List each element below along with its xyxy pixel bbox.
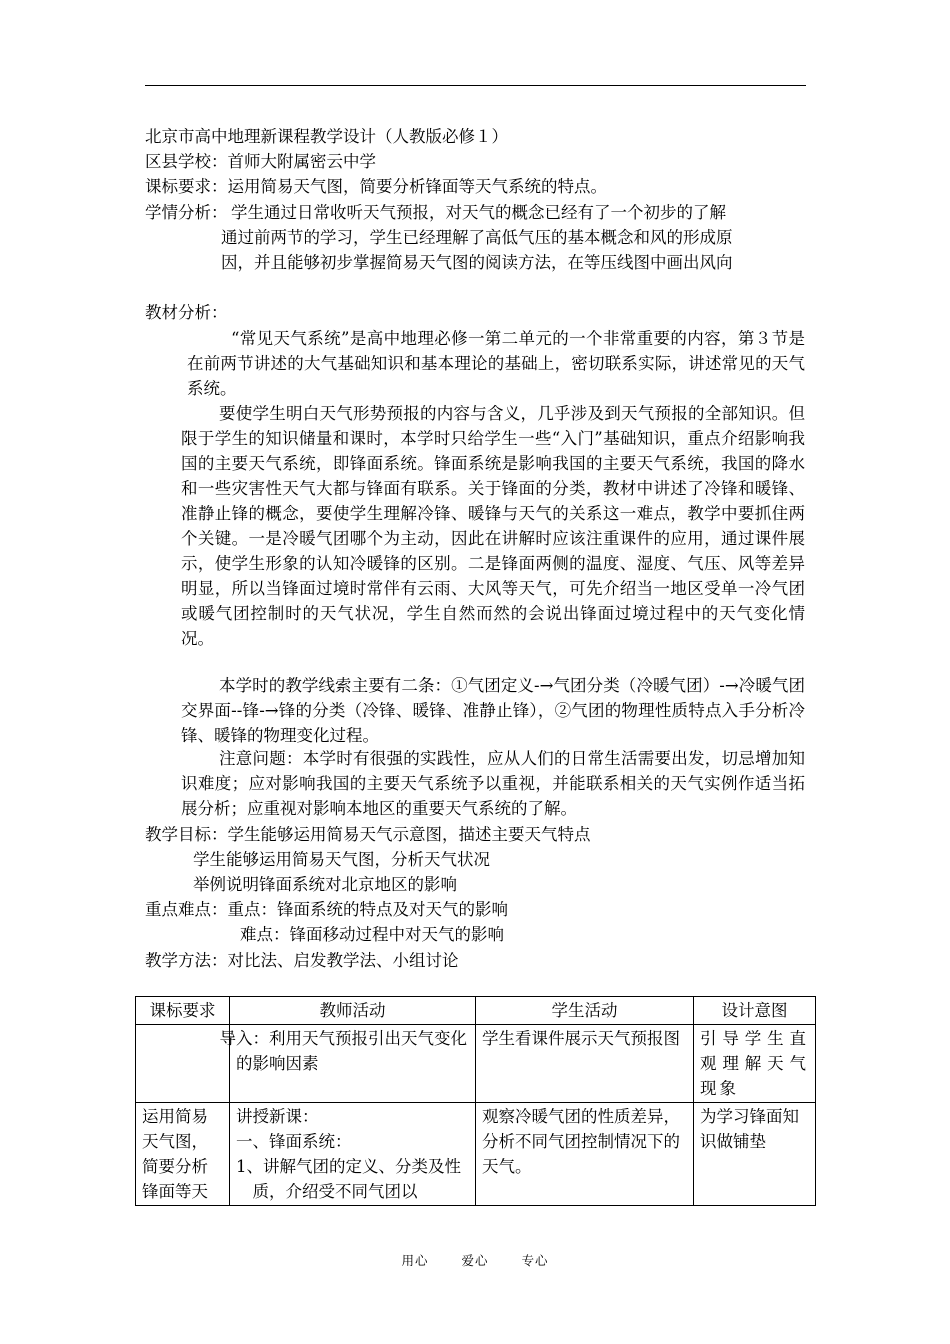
- material-heading: 教材分析：: [145, 303, 228, 322]
- header-rule: [145, 85, 806, 86]
- row1-standard-cell: [136, 1025, 230, 1103]
- footer-word-3: 专心: [521, 1253, 549, 1268]
- row2-teacher-line-1: 讲授新课：: [236, 1107, 319, 1126]
- learner-label: 学情分析：: [145, 203, 228, 222]
- row1-intent-cell: 引导学生直观理解天气现象: [694, 1025, 816, 1103]
- material-paragraph-2: [181, 401, 805, 651]
- goals-line-2: 学生能够运用简易天气图，分析天气状况: [193, 850, 490, 869]
- material-paragraph-4: [181, 746, 805, 821]
- material-paragraph-3: [181, 673, 805, 748]
- row1-student-cell: 学生看课件展示天气预报图: [476, 1025, 694, 1103]
- header-standard: 课标要求: [136, 997, 230, 1025]
- row1-teacher-cell: 导入：利用天气预报引出天气变化的影响因素: [230, 1025, 476, 1103]
- table-row: [136, 1103, 816, 1206]
- header-student: 学生活动: [476, 997, 694, 1025]
- material-p1-text: “常见天气系统”是高中地理必修一第二单元的一个非常重要的内容，第３节是在前两节讲述的大气基础知识和基本理论的基础上，密切联系实际，讲述常见的天气系统。: [187, 329, 805, 398]
- material-p4-text: 注意问题：本学时有很强的实践性，应从人们的日常生活需要出发，切忌增加知识难度；应对影响我国的主要天气系统予以重视，并能联系相关的天气实例作适当拓展分析；应重视对影响本地区的重要天气系统的了解。: [181, 749, 805, 818]
- keypoints-line-1: 重点难点：重点：锋面系统的特点及对天气的影响: [145, 900, 508, 919]
- row2-intent-cell: 为学习锋面知识做铺垫: [694, 1103, 816, 1206]
- material-paragraph-1: [187, 326, 805, 401]
- goals-line-3: 举例说明锋面系统对北京地区的影响: [193, 875, 457, 894]
- row2-teacher-cell: [230, 1103, 476, 1206]
- school-line: 区县学校：首师大附属密云中学: [145, 152, 376, 171]
- row2-standard-cell: 运用简易天气图，简要分析锋面等天: [136, 1103, 230, 1206]
- table-header-row: [136, 997, 816, 1025]
- header-intent: 设计意图: [694, 997, 816, 1025]
- goals-line-1: 教学目标：学生能够运用简易天气示意图，描述主要天气特点: [145, 825, 591, 844]
- page-footer: [0, 1251, 950, 1269]
- footer-word-1: 用心: [401, 1253, 429, 1268]
- method-line: 教学方法：对比法、启发教学法、小组讨论: [145, 951, 459, 970]
- document-title: 北京市高中地理新课程教学设计（人教版必修１）: [145, 127, 508, 146]
- row2-teacher-line-2: 一、锋面系统：: [236, 1132, 352, 1151]
- material-p3-text: 本学时的教学线索主要有二条：①气团定义-→气团分类（冷暖气团）-→冷暖气团交界面--锋-→锋的分类（冷锋、暖锋、准静止锋），②气团的物理性质特点入手分析冷锋、暖锋的物理变化过程。: [181, 676, 805, 745]
- keypoints-line-2: 难点：锋面移动过程中对天气的影响: [240, 925, 504, 944]
- row2-teacher-line-3: 1、讲解气团的定义、分类及性质，介绍受不同气团以: [236, 1157, 461, 1201]
- material-p2-text: 要使学生明白天气形势预报的内容与含义，几乎涉及到天气预报的全部知识。但限于学生的知识储量和课时，本学时只给学生一些“入门”基础知识，重点介绍影响我国的主要天气系统，即锋面系统。锋面系统是影响我国的主要天气系统，我国的降水和一些灾害性天气大都与锋面有联系。关于锋面的分类，教材中讲述了冷锋和暖锋、准静止锋的概念，要使学生理解冷锋、暖锋与天气的关系这一难点，教学中要抓住两个关键。一是冷暖气团哪个为主动，因此在讲解时应该注重课件的应用，通过课件展示，使学生形象的认知冷暖锋的区别。二是锋面两侧的温度、湿度、气压、风等差异明显，所以当锋面过境时常伴有云雨、大风等天气，可先介绍当一地区受单一冷气团或暖气团控制时的天气状况，学生自然而然的会说出锋面过境过程中的天气变化情况。: [181, 404, 805, 648]
- standard-line: 课标要求：运用简易天气图，简要分析锋面等天气系统的特点。: [145, 177, 607, 196]
- learner-line-3: 因，并且能够初步掌握简易天气图的阅读方法，在等压线图中画出风向: [221, 253, 733, 272]
- header-teacher: 教师活动: [230, 997, 476, 1025]
- row2-student-cell: 观察冷暖气团的性质差异，分析不同气团控制情况下的天气。: [476, 1103, 694, 1206]
- lesson-plan-table: [135, 996, 816, 1206]
- learner-line-1: 学生通过日常收听天气预报，对天气的概念已经有了一个初步的了解: [231, 203, 726, 222]
- footer-word-2: 爱心: [461, 1253, 489, 1268]
- table-row: [136, 1025, 816, 1103]
- learner-line-2: 通过前两节的学习，学生已经理解了高低气压的基本概念和风的形成原: [221, 228, 733, 247]
